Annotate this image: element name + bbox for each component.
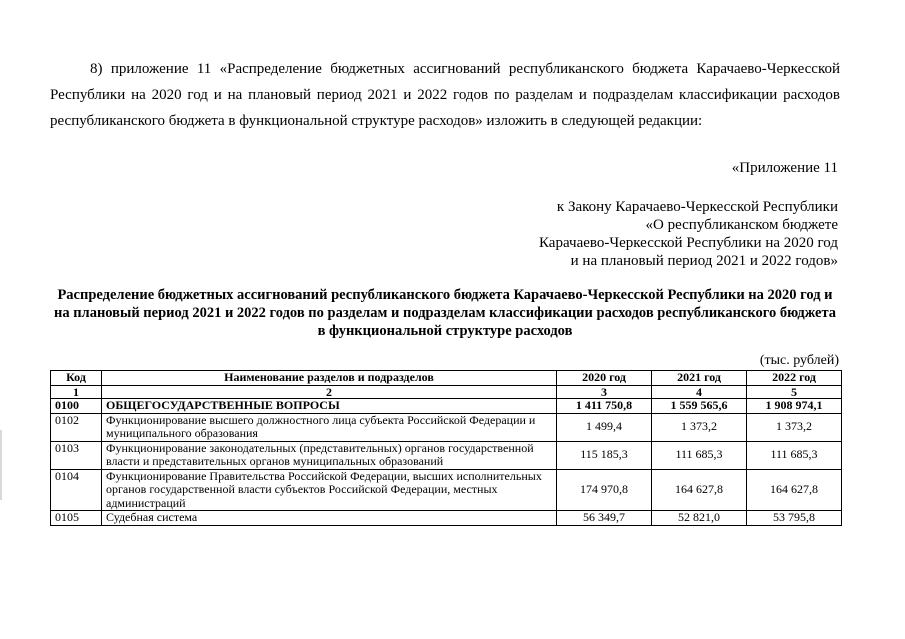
column-number: 5 bbox=[747, 386, 842, 399]
budget-table bbox=[50, 370, 842, 526]
table-row bbox=[51, 511, 842, 526]
header-name: Наименование разделов и подразделов bbox=[102, 371, 557, 386]
row-value-2022: 111 685,3 bbox=[747, 441, 842, 469]
column-number: 2 bbox=[102, 386, 557, 399]
table-row bbox=[51, 441, 842, 469]
row-value-2020: 115 185,3 bbox=[557, 441, 652, 469]
row-name: ОБЩЕГОСУДАРСТВЕННЫЕ ВОПРОСЫ bbox=[102, 399, 557, 414]
row-value-2020: 1 411 750,8 bbox=[557, 399, 652, 414]
header-2022: 2022 год bbox=[747, 371, 842, 386]
row-value-2021: 164 627,8 bbox=[652, 469, 747, 511]
header-2020: 2020 год bbox=[557, 371, 652, 386]
table-title: Распределение бюджетных ассигнований республиканского бюджета Карачаево-Черкесской Республики на 2020 год и на плановый период 2021 и 2022 годов по разделам и подразделам классификации расходов республиканского бюджета в функциональной структуре расходов bbox=[53, 287, 837, 339]
column-number-row bbox=[51, 386, 842, 399]
row-value-2021: 1 373,2 bbox=[652, 413, 747, 441]
table-header-row bbox=[51, 371, 842, 386]
appendix-ref-line: и на плановый период 2021 и 2022 годов» bbox=[570, 253, 838, 269]
row-name: Функционирование законодательных (представительных) органов государственной власти и представительных органов муниципальных образований bbox=[102, 441, 557, 469]
row-value-2022: 53 795,8 bbox=[747, 511, 842, 526]
row-value-2021: 52 821,0 bbox=[652, 511, 747, 526]
appendix-reference bbox=[539, 198, 838, 270]
row-name: Функционирование высшего должностного лица субъекта Российской Федерации и муниципального образования bbox=[102, 413, 557, 441]
units-label: (тыс. рублей) bbox=[759, 353, 839, 368]
row-value-2021: 111 685,3 bbox=[652, 441, 747, 469]
appendix-ref-line: к Закону Карачаево-Черкесской Республики bbox=[556, 199, 838, 215]
row-code: 0104 bbox=[51, 469, 102, 511]
appendix-ref-line: Карачаево-Черкесской Республики на 2020 год bbox=[539, 235, 838, 251]
table-row bbox=[51, 413, 842, 441]
row-value-2020: 1 499,4 bbox=[557, 413, 652, 441]
header-2021: 2021 год bbox=[652, 371, 747, 386]
header-code: Код bbox=[51, 371, 102, 386]
row-code: 0103 bbox=[51, 441, 102, 469]
row-value-2022: 1 908 974,1 bbox=[747, 399, 842, 414]
appendix-ref-line: «О республиканском бюджете bbox=[645, 217, 838, 233]
table-row bbox=[51, 469, 842, 511]
row-name: Функционирование Правительства Российской Федерации, высших исполнительных органов государственной власти субъектов Российской Федерации, местных администраций bbox=[102, 469, 557, 511]
intro-paragraph: 8) приложение 11 «Распределение бюджетных ассигнований республиканского бюджета Карачаево-Черкесской Республики на 2020 год и на плановый период 2021 и 2022 годов по разделам и подразделам классификации расходов республиканского бюджета в функциональной структуре расходов» изложить в следующей редакции: bbox=[50, 61, 840, 129]
column-number: 3 bbox=[557, 386, 652, 399]
row-value-2020: 56 349,7 bbox=[557, 511, 652, 526]
appendix-title: «Приложение 11 bbox=[731, 160, 838, 176]
row-value-2021: 1 559 565,6 bbox=[652, 399, 747, 414]
table-row bbox=[51, 399, 842, 414]
column-number: 1 bbox=[51, 386, 102, 399]
row-code: 0105 bbox=[51, 511, 102, 526]
row-code: 0100 bbox=[51, 399, 102, 414]
row-code: 0102 bbox=[51, 413, 102, 441]
row-value-2020: 174 970,8 bbox=[557, 469, 652, 511]
column-number: 4 bbox=[652, 386, 747, 399]
scan-edge-mark bbox=[0, 430, 2, 500]
row-value-2022: 1 373,2 bbox=[747, 413, 842, 441]
row-name: Судебная система bbox=[102, 511, 557, 526]
row-value-2022: 164 627,8 bbox=[747, 469, 842, 511]
